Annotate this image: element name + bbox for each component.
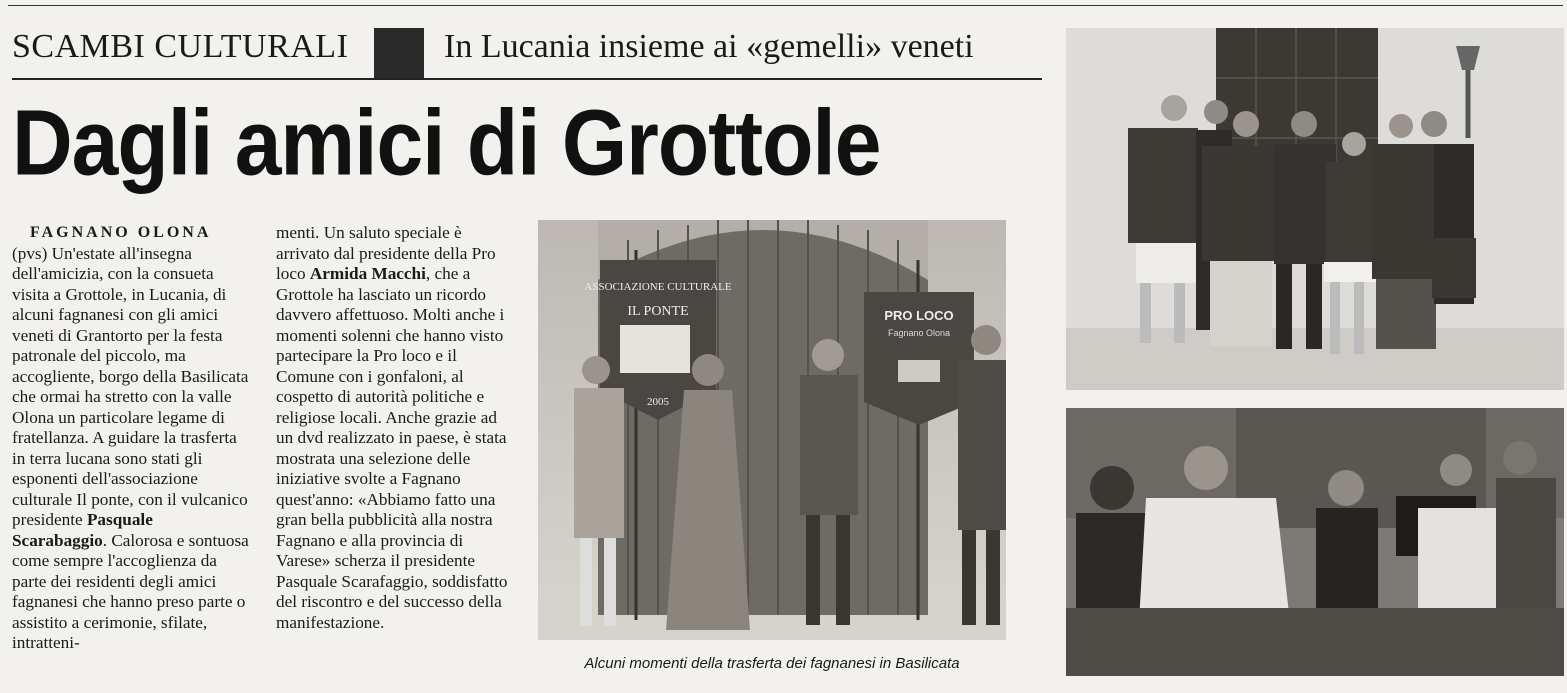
- article-column-1: [12, 223, 250, 654]
- kicker-rule: [12, 78, 1042, 80]
- photo-group: [1066, 28, 1564, 390]
- person-name: Pasquale Scarabaggio: [12, 510, 153, 550]
- body-text: , che a Grottole ha lasciato un ricordo davvero affettuoso. Molti anche i momenti solenni che hanno visto partecipare la Pro loco e il Comune con i gonfaloni, al cospetto di autorità politiche e religiose locali. Anche grazie ad un dvd realizzato in paese, è stata mostrata una selezione delle iniziative svolte a Fagnano quest'anno: «Abbiamo fatto una gran bella pubblicità alla nostra Fagnano e alla provincia di Varese» scherza il presidente Pasquale Scarafaggio, soddisfatto del riscontro e del successo della manifestazione.: [276, 264, 508, 632]
- banner-right-line1: PRO LOCO: [884, 308, 954, 323]
- banner-left-line1: ASSOCIAZIONE CULTURALE: [584, 281, 732, 293]
- banner-right-line2: Fagnano Olona: [887, 328, 951, 338]
- section-label: SCAMBI CULTURALI: [12, 28, 349, 65]
- kicker-box: [374, 28, 424, 78]
- body-text: . Calorosa e sontuosa come sempre l'accoglienza da parte dei residenti degli amici fagnanesi che hanno preso parte o assistito a cerimonie, sfilate, intratteni-: [12, 530, 249, 652]
- photo-caption: Alcuni momenti della trasferta dei fagnanesi in Basilicata: [584, 655, 960, 672]
- article-column-2: [276, 223, 516, 633]
- person-name: Armida Macchi: [309, 264, 426, 283]
- body-text: menti. Un saluto speciale è arrivato dal presidente della Pro loco: [276, 223, 496, 283]
- photo-costumes: [538, 220, 1006, 640]
- banner-left-line2: IL PONTE: [627, 304, 689, 319]
- top-rule: [8, 5, 1563, 6]
- banner-left-year: 2005: [647, 396, 669, 408]
- subhead: In Lucania insieme ai «gemelli» veneti: [444, 28, 974, 65]
- body-text: (pvs) Un'estate all'insegna dell'amicizia, con la consueta visita a Grottole, in Lucania, di alcuni fagnanesi con gli amici veneti di Grantorto per la festa patronale del piccolo, ma accogliente, borgo della Basilicata che ormai ha stretto con la valle Olona un particolare legame di fratellanza. A guidare la trasferta in terra lucana sono stati gli esponenti dell'associazione culturale Il ponte, con il vulcanico presidente: [12, 243, 249, 529]
- dateline: FAGNANO OLONA: [30, 224, 212, 241]
- kicker: [12, 28, 1042, 78]
- photo-ceremony: [1066, 408, 1564, 676]
- headline: Dagli amici di Grottole: [12, 91, 881, 195]
